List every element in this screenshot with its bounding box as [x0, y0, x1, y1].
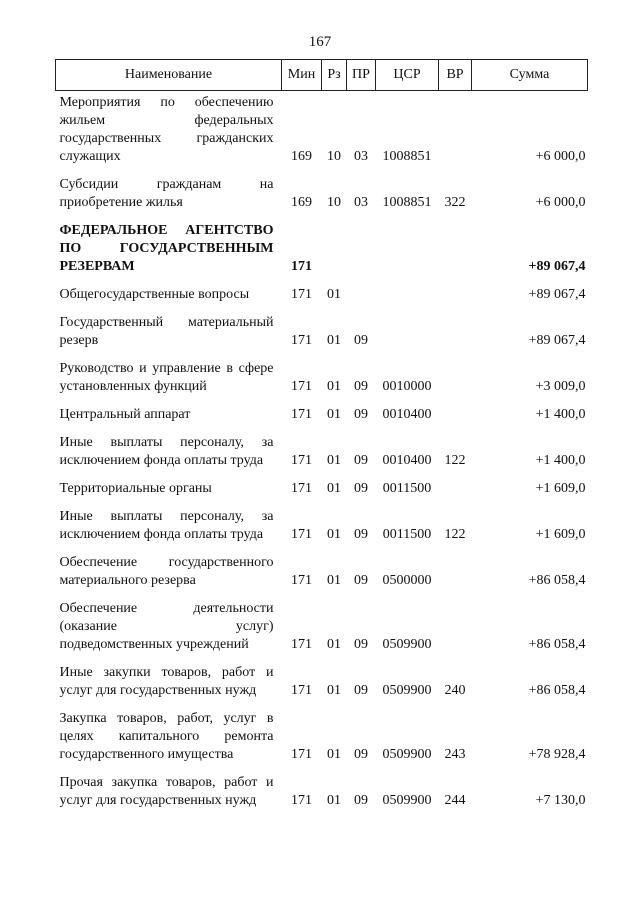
row-csr: 1008851 [382, 195, 432, 210]
row-name: Субсидии гражданам на приобретение жилья [59, 177, 274, 210]
row-sum: +1 609,0 [535, 481, 586, 496]
row-name: Общегосударственные вопросы [59, 287, 250, 302]
row-rz: 10 [327, 195, 341, 210]
page-number: 167 [308, 34, 332, 50]
row-name: Мероприятия по обеспечению жильем федеральных государственных гражданских служащих [59, 95, 274, 164]
row-pr: 09 [354, 333, 368, 348]
table-row [56, 505, 588, 551]
row-rz: 01 [327, 333, 341, 348]
row-pr: 03 [354, 195, 368, 210]
row-name: Иные выплаты персоналу, за исключением фонда оплаты труда [59, 435, 274, 468]
row-pr: 09 [354, 637, 368, 652]
row-vr [439, 357, 472, 403]
row-vr [439, 551, 472, 597]
row-min: 171 [291, 637, 312, 652]
row-csr: 0509900 [382, 793, 432, 808]
row-vr: 122 [444, 527, 466, 542]
row-name: Территориальные органы [59, 481, 212, 496]
row-pr: 09 [354, 683, 368, 698]
row-pr: 09 [354, 793, 368, 808]
header-min: Мин [282, 60, 322, 91]
row-sum: +89 067,4 [528, 333, 586, 348]
row-sum: +6 000,0 [535, 195, 586, 210]
row-csr: 0509900 [382, 747, 432, 762]
row-pr [347, 283, 376, 311]
table-row [56, 311, 588, 357]
row-sum: +1 609,0 [535, 527, 586, 542]
table-row [56, 431, 588, 477]
row-pr: 09 [354, 407, 368, 422]
table-row [56, 357, 588, 403]
table-row [56, 661, 588, 707]
row-rz: 01 [327, 453, 341, 468]
row-min: 169 [291, 149, 312, 164]
row-csr: 0500000 [382, 573, 432, 588]
row-pr: 09 [354, 747, 368, 762]
table-row [56, 477, 588, 505]
row-min: 171 [291, 333, 312, 348]
header-vr: ВР [439, 60, 472, 91]
table-row [56, 597, 588, 661]
row-csr: 0509900 [382, 683, 432, 698]
row-vr [439, 91, 472, 174]
row-min: 171 [291, 453, 312, 468]
row-name: Государственный материальный резерв [59, 315, 274, 348]
row-name: Иные выплаты персоналу, за исключением фонда оплаты труда [59, 509, 274, 542]
row-pr: 09 [354, 379, 368, 394]
row-sum: +1 400,0 [535, 453, 586, 468]
row-min: 171 [291, 527, 312, 542]
row-min: 171 [291, 407, 312, 422]
row-pr: 09 [354, 527, 368, 542]
row-sum: +89 067,4 [528, 259, 586, 274]
header-pr: ПР [347, 60, 376, 91]
table-row [56, 91, 588, 174]
row-sum: +78 928,4 [528, 747, 586, 762]
table-header [56, 60, 588, 91]
row-vr: 122 [444, 453, 466, 468]
row-pr [347, 219, 376, 283]
row-pr: 09 [354, 453, 368, 468]
header-name: Наименование [56, 60, 282, 91]
row-vr: 243 [444, 747, 466, 762]
row-vr: 240 [444, 683, 466, 698]
row-csr: 0011500 [382, 527, 432, 542]
row-name: Центральный аппарат [59, 407, 191, 422]
header-sum: Сумма [472, 60, 588, 91]
row-vr: 244 [444, 793, 466, 808]
row-csr [376, 311, 439, 357]
row-vr [439, 403, 472, 431]
row-min: 169 [291, 195, 312, 210]
row-vr [439, 219, 472, 283]
row-pr: 09 [354, 573, 368, 588]
header-csr: ЦСР [376, 60, 439, 91]
row-sum: +6 000,0 [535, 149, 586, 164]
row-rz: 01 [327, 637, 341, 652]
row-sum: +86 058,4 [528, 683, 586, 698]
row-csr: 0010000 [382, 379, 432, 394]
row-min: 171 [291, 481, 312, 496]
row-sum: +3 009,0 [535, 379, 586, 394]
row-rz: 01 [327, 573, 341, 588]
row-rz: 01 [327, 683, 341, 698]
row-rz [322, 219, 347, 283]
row-vr [439, 283, 472, 311]
row-sum: +86 058,4 [528, 637, 586, 652]
row-csr: 0509900 [382, 637, 432, 652]
row-min: 171 [291, 287, 312, 302]
table-row [56, 283, 588, 311]
row-pr: 03 [354, 149, 368, 164]
row-sum: +7 130,0 [535, 793, 586, 808]
row-csr: 1008851 [382, 149, 432, 164]
table-row [56, 219, 588, 283]
row-csr [376, 219, 439, 283]
table-body [56, 91, 588, 818]
row-name: Руководство и управление в сфере установленных функций [59, 361, 274, 394]
row-pr: 09 [354, 481, 368, 496]
row-rz: 01 [327, 407, 341, 422]
row-vr [439, 477, 472, 505]
budget-table [55, 59, 588, 817]
row-csr: 0010400 [382, 407, 432, 422]
table-row [56, 771, 588, 817]
row-min: 171 [291, 683, 312, 698]
row-sum: +89 067,4 [528, 287, 586, 302]
row-sum: +1 400,0 [535, 407, 586, 422]
row-vr [439, 597, 472, 661]
row-csr: 0011500 [382, 481, 432, 496]
row-rz: 01 [327, 287, 341, 302]
row-rz: 01 [327, 379, 341, 394]
row-min: 171 [291, 747, 312, 762]
row-name: Обеспечение деятельности (оказание услуг) подведомственных учреждений [59, 601, 274, 652]
row-vr: 322 [444, 195, 466, 210]
row-name: Закупка товаров, работ, услуг в целях капитального ремонта государственного имущества [59, 711, 274, 762]
table-row [56, 403, 588, 431]
row-rz: 10 [327, 149, 341, 164]
row-name: ФЕДЕРАЛЬНОЕ АГЕНТСТВО ПО ГОСУДАРСТВЕННЫМ РЕЗЕРВАМ [59, 223, 274, 274]
row-name: Иные закупки товаров, работ и услуг для государственных нужд [59, 665, 274, 698]
row-rz: 01 [327, 747, 341, 762]
table-row [56, 551, 588, 597]
row-csr [376, 283, 439, 311]
row-vr [439, 311, 472, 357]
row-name: Обеспечение государственного материального резерва [59, 555, 274, 588]
row-rz: 01 [327, 481, 341, 496]
row-rz: 01 [327, 527, 341, 542]
row-min: 171 [291, 793, 312, 808]
row-name: Прочая закупка товаров, работ и услуг для государственных нужд [59, 775, 274, 808]
row-min: 171 [291, 573, 312, 588]
row-sum: +86 058,4 [528, 573, 586, 588]
row-csr: 0010400 [382, 453, 432, 468]
row-min: 171 [291, 259, 312, 274]
header-rz: Рз [322, 60, 347, 91]
table-row [56, 707, 588, 771]
row-min: 171 [291, 379, 312, 394]
table-row [56, 173, 588, 219]
row-rz: 01 [327, 793, 341, 808]
